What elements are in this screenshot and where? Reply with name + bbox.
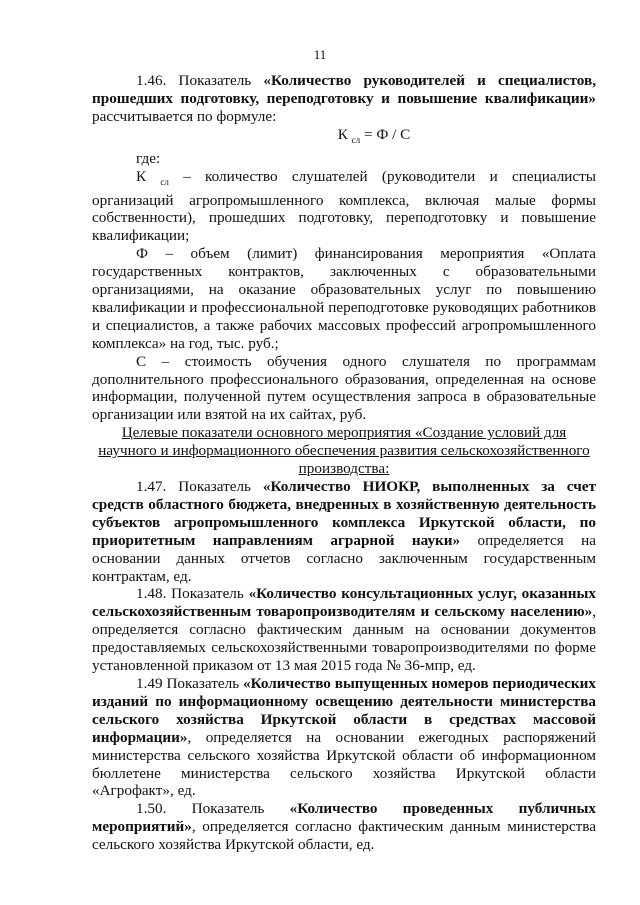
page-number: 11 [313, 47, 327, 62]
paragraph-tail: рассчитывается по формуле: [92, 107, 277, 125]
definition-c: С – стоимость обучения одного слушателя по программам дополнительного профессионального образования, определенная на основе информации, полученной путем осуществления запроса в образовательные организации или взятой на их сайтах, руб. [92, 352, 596, 424]
paragraph-lead: 1.46. Показатель [136, 72, 264, 89]
paragraph-lead: 1.48. Показатель [136, 585, 249, 603]
definition-f: Ф – объем (лимит) финансирования мероприятия «Оплата государственных контрактов, заключенных с образовательными организациями, на оказание образовательных услуг по повышению квалификации и профессиональной переподготовке руководящих работников и специалистов, а также рабочих массовых профессий агропромышленного комплекса» на год, тыс. руб.; [92, 245, 596, 352]
definition-k-text: – количество слушателей (руководители и специалисты организаций агропромышленного комплекса, включая малые формы собственности), прошедших подготовку, переподготовку и повышение квалификации; [92, 167, 596, 245]
indicator-name: «Количество НИОКР, выполненных за счет средств областного бюджета, внедренных в хозяйственную деятельность субъектов агропромышленного комплекса Иркутской области, по приоритетным направлениям аграрной науки» [92, 478, 596, 549]
paragraph-1-49 [92, 675, 596, 800]
paragraph-1-48 [92, 585, 596, 675]
definition-k-sub: сл [160, 176, 169, 187]
paragraph-tail: , определяется на основании ежегодных распоряжений министерства сельского хозяйства Иркутской области об информационном бюллетене министерства сельского хозяйства Иркутской области «Агрофакт», ед. [92, 728, 596, 800]
formula-k: К [337, 125, 348, 143]
indicator-name: «Количество проведенных публичных мероприятий» [92, 800, 597, 836]
paragraph-1-47 [92, 478, 596, 585]
paragraph-1-50 [92, 800, 596, 854]
formula-rest: = Ф / С [360, 125, 411, 143]
where-label: где: [136, 149, 161, 167]
paragraph-lead: 1.47. Показатель [136, 478, 263, 495]
paragraph-tail: , определяется согласно фактическим данным министерства сельского хозяйства Иркутской области, ед. [92, 818, 596, 854]
formula-sub: сл [351, 134, 361, 145]
paragraph-tail: , определяется согласно фактическим данным на основании документов предоставляемых сельскохозяйственными товаропроизводителями по форме установленной приказом от 13 мая 2015 года № 36-мпр, ед. [92, 603, 596, 675]
paragraph-lead: 1.49 Показатель [136, 674, 243, 692]
definition-k [92, 168, 596, 246]
section-heading: Целевые показатели основного мероприятия «Создание условий для научного и информационного обеспечения развития сельскохозяйственного производства: [98, 424, 590, 478]
definition-k-symbol: К [136, 167, 147, 185]
paragraph-lead: 1.50. Показатель [136, 800, 290, 818]
formula [92, 126, 596, 150]
document-body [92, 72, 596, 854]
indicator-name: «Количество руководителей и специалистов, прошедших подготовку, переподготовку и повышение квалификации» [92, 72, 596, 107]
paragraph-1-46 [92, 72, 596, 126]
paragraph-tail: определяется на основании данных отчетов согласно заключенным государственным контрактам, ед. [92, 531, 596, 585]
indicator-name: «Количество выпущенных номеров периодических изданий по информационному освещению деятельности министерства сельского хозяйства Иркутской области в средствах массовой информации» [92, 674, 596, 746]
indicator-name: «Количество консультационных услуг, оказанных сельскохозяйственным товаропроизводителям и сельскому населению» [92, 585, 596, 621]
